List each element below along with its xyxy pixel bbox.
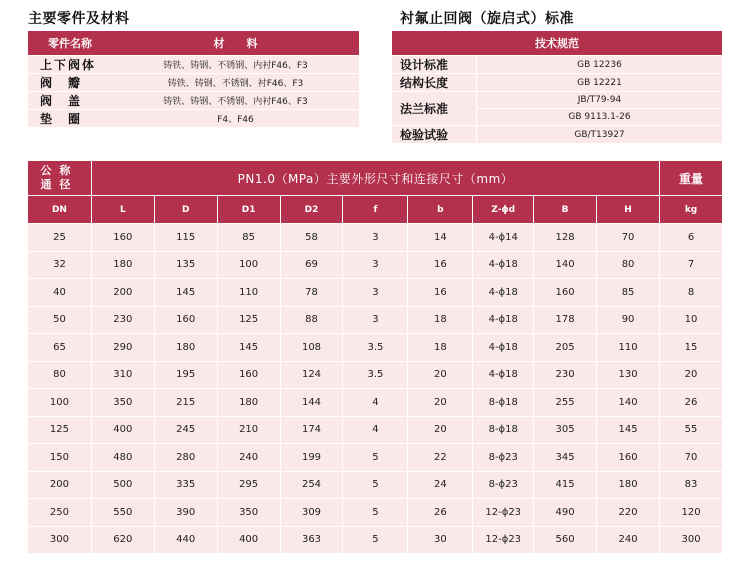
- table-cell: 12-ϕ23: [472, 526, 533, 554]
- table-cell: 145: [217, 333, 280, 361]
- table-cell: 400: [91, 416, 154, 444]
- table-cell: 4: [342, 416, 407, 444]
- table-cell: 4: [342, 388, 407, 416]
- table-cell: 18: [407, 306, 472, 334]
- table-cell: 108: [280, 333, 343, 361]
- table-cell: 310: [91, 361, 154, 389]
- table-cell: 363: [280, 526, 343, 554]
- table-cell: 280: [154, 443, 217, 471]
- column-header: Z-ϕd: [472, 195, 533, 223]
- table-cell: 160: [533, 278, 596, 306]
- standard-value: GB 12236: [477, 55, 722, 73]
- table-cell: 5: [342, 498, 407, 526]
- table-cell: 125: [217, 306, 280, 334]
- table-row: [28, 306, 722, 334]
- table-cell: 254: [280, 471, 343, 499]
- standard-value: GB 9113.1-26: [477, 108, 722, 125]
- table-cell: 20: [659, 361, 722, 389]
- table-cell: 300: [28, 526, 91, 554]
- part-material: F4、F46: [112, 109, 359, 127]
- table-cell: 6: [659, 223, 722, 251]
- table-row: [28, 223, 722, 251]
- table-cell: 240: [596, 526, 659, 554]
- table-row: [28, 361, 722, 389]
- table-cell: 16: [407, 278, 472, 306]
- table-cell: 16: [407, 251, 472, 279]
- table-cell: 200: [28, 471, 91, 499]
- standard-name: 结构长度: [392, 73, 477, 91]
- table-cell: 230: [91, 306, 154, 334]
- dimensions-column-row: [28, 195, 722, 223]
- table-cell: 26: [659, 388, 722, 416]
- table-cell: 4-ϕ18: [472, 361, 533, 389]
- table-cell: 305: [533, 416, 596, 444]
- table-cell: 140: [596, 388, 659, 416]
- table-cell: 8-ϕ18: [472, 388, 533, 416]
- column-header: kg: [659, 195, 722, 223]
- materials-title: 主要零件及材料: [28, 11, 130, 27]
- table-cell: 8-ϕ23: [472, 443, 533, 471]
- table-row: [28, 388, 722, 416]
- table-cell: 85: [217, 223, 280, 251]
- part-name: 阀 瓣: [28, 73, 112, 91]
- table-cell: 90: [596, 306, 659, 334]
- table-cell: 180: [154, 333, 217, 361]
- table-cell: 350: [91, 388, 154, 416]
- table-cell: 390: [154, 498, 217, 526]
- table-cell: 4-ϕ18: [472, 251, 533, 279]
- table-cell: 4-ϕ14: [472, 223, 533, 251]
- table-cell: 135: [154, 251, 217, 279]
- standard-value: JB/T79-94: [477, 91, 722, 108]
- table-cell: 3: [342, 306, 407, 334]
- standards-title: 衬氟止回阀（旋启式）标准: [400, 11, 574, 27]
- table-cell: 160: [596, 443, 659, 471]
- table-cell: 5: [342, 471, 407, 499]
- table-row: [28, 251, 722, 279]
- table-cell: 69: [280, 251, 343, 279]
- column-header: f: [342, 195, 407, 223]
- table-cell: 4-ϕ18: [472, 306, 533, 334]
- part-material: 铸铁、铸钢、不锈钢、内衬F46、F3: [112, 91, 359, 109]
- table-cell: 5: [342, 526, 407, 554]
- table-cell: 78: [280, 278, 343, 306]
- table-cell: 290: [91, 333, 154, 361]
- table-row: [28, 526, 722, 554]
- table-cell: 70: [659, 443, 722, 471]
- table-row: [28, 333, 722, 361]
- table-cell: 100: [217, 251, 280, 279]
- table-cell: 245: [154, 416, 217, 444]
- table-cell: 10: [659, 306, 722, 334]
- table-cell: 5: [342, 443, 407, 471]
- column-header: B: [533, 195, 596, 223]
- table-cell: 490: [533, 498, 596, 526]
- table-row: [28, 416, 722, 444]
- column-header: D: [154, 195, 217, 223]
- table-cell: 20: [407, 388, 472, 416]
- part-name: 上下阀体: [28, 55, 112, 73]
- materials-row: [28, 91, 359, 109]
- table-cell: 125: [28, 416, 91, 444]
- table-cell: 500: [91, 471, 154, 499]
- table-cell: 124: [280, 361, 343, 389]
- table-cell: 400: [217, 526, 280, 554]
- materials-row: [28, 55, 359, 73]
- table-cell: 8-ϕ18: [472, 416, 533, 444]
- table-row: [28, 471, 722, 499]
- table-cell: 140: [533, 251, 596, 279]
- table-cell: 309: [280, 498, 343, 526]
- table-cell: 220: [596, 498, 659, 526]
- standard-name: 法兰标准: [392, 91, 477, 125]
- table-cell: 70: [596, 223, 659, 251]
- table-cell: 20: [407, 416, 472, 444]
- table-cell: 550: [91, 498, 154, 526]
- dimensions-table: [28, 161, 722, 553]
- materials-header-part: 零件名称: [28, 31, 112, 55]
- table-cell: 3.5: [342, 333, 407, 361]
- part-material: 铸铁、铸钢、不锈钢、内衬F46、F3: [112, 55, 359, 73]
- table-cell: 174: [280, 416, 343, 444]
- table-cell: 25: [28, 223, 91, 251]
- nominal-diameter-header: [28, 161, 91, 195]
- table-cell: 128: [533, 223, 596, 251]
- table-cell: 200: [91, 278, 154, 306]
- table-cell: 30: [407, 526, 472, 554]
- table-cell: 4-ϕ18: [472, 333, 533, 361]
- part-material: 铸铁、铸钢、不锈钢、衬F46、F3: [112, 73, 359, 91]
- table-cell: 100: [28, 388, 91, 416]
- weight-header: 重量: [659, 161, 722, 195]
- table-cell: 110: [217, 278, 280, 306]
- table-cell: 65: [28, 333, 91, 361]
- table-cell: 180: [217, 388, 280, 416]
- table-cell: 18: [407, 333, 472, 361]
- table-cell: 7: [659, 251, 722, 279]
- table-cell: 350: [217, 498, 280, 526]
- table-cell: 58: [280, 223, 343, 251]
- table-cell: 15: [659, 333, 722, 361]
- table-cell: 620: [91, 526, 154, 554]
- materials-header-material: 材 料: [112, 31, 359, 55]
- table-cell: 480: [91, 443, 154, 471]
- table-cell: 3.5: [342, 361, 407, 389]
- column-header: b: [407, 195, 472, 223]
- table-cell: 120: [659, 498, 722, 526]
- table-cell: 160: [154, 306, 217, 334]
- table-cell: 345: [533, 443, 596, 471]
- standards-header: 技术规范: [392, 31, 722, 55]
- standards-row: [392, 91, 722, 108]
- table-cell: 20: [407, 361, 472, 389]
- dimensions-group-header: PN1.0（MPa）主要外形尺寸和连接尺寸（mm）: [91, 161, 659, 195]
- table-cell: 160: [91, 223, 154, 251]
- table-row: [28, 498, 722, 526]
- standard-name: 设计标准: [392, 55, 477, 73]
- table-cell: 210: [217, 416, 280, 444]
- nominal-diameter-header-line2: 通径: [40, 178, 79, 191]
- table-cell: 3: [342, 278, 407, 306]
- table-cell: 115: [154, 223, 217, 251]
- standards-header-row: [392, 31, 722, 55]
- column-header: D1: [217, 195, 280, 223]
- table-cell: 180: [596, 471, 659, 499]
- table-cell: 8: [659, 278, 722, 306]
- table-cell: 335: [154, 471, 217, 499]
- table-cell: 88: [280, 306, 343, 334]
- column-header: H: [596, 195, 659, 223]
- table-cell: 130: [596, 361, 659, 389]
- table-cell: 3: [342, 251, 407, 279]
- standard-value: GB 12221: [477, 73, 722, 91]
- standards-row: [392, 73, 722, 91]
- table-cell: 24: [407, 471, 472, 499]
- table-cell: 195: [154, 361, 217, 389]
- table-cell: 144: [280, 388, 343, 416]
- table-cell: 12-ϕ23: [472, 498, 533, 526]
- table-cell: 240: [217, 443, 280, 471]
- table-row: [28, 443, 722, 471]
- materials-row: [28, 109, 359, 127]
- table-cell: 55: [659, 416, 722, 444]
- column-header: L: [91, 195, 154, 223]
- table-cell: 250: [28, 498, 91, 526]
- table-cell: 26: [407, 498, 472, 526]
- standard-name: 检验试验: [392, 125, 477, 143]
- table-cell: 80: [28, 361, 91, 389]
- standard-value: GB/T13927: [477, 125, 722, 143]
- table-cell: 440: [154, 526, 217, 554]
- table-cell: 255: [533, 388, 596, 416]
- table-cell: 80: [596, 251, 659, 279]
- table-cell: 85: [596, 278, 659, 306]
- nominal-diameter-header-line1: 公称: [40, 164, 79, 177]
- table-cell: 415: [533, 471, 596, 499]
- table-cell: 300: [659, 526, 722, 554]
- table-cell: 150: [28, 443, 91, 471]
- standards-row: [392, 125, 722, 143]
- table-cell: 145: [596, 416, 659, 444]
- table-cell: 180: [91, 251, 154, 279]
- table-cell: 8-ϕ23: [472, 471, 533, 499]
- table-cell: 230: [533, 361, 596, 389]
- table-cell: 199: [280, 443, 343, 471]
- table-cell: 145: [154, 278, 217, 306]
- table-cell: 205: [533, 333, 596, 361]
- column-header: D2: [280, 195, 343, 223]
- part-name: 垫 圈: [28, 109, 112, 127]
- materials-header-row: [28, 31, 359, 55]
- part-name: 阀 盖: [28, 91, 112, 109]
- table-row: [28, 278, 722, 306]
- table-cell: 4-ϕ18: [472, 278, 533, 306]
- table-cell: 560: [533, 526, 596, 554]
- standards-table: [392, 31, 722, 143]
- materials-row: [28, 73, 359, 91]
- table-cell: 32: [28, 251, 91, 279]
- table-cell: 50: [28, 306, 91, 334]
- table-cell: 3: [342, 223, 407, 251]
- table-cell: 110: [596, 333, 659, 361]
- column-header: DN: [28, 195, 91, 223]
- table-cell: 22: [407, 443, 472, 471]
- table-cell: 160: [217, 361, 280, 389]
- table-cell: 215: [154, 388, 217, 416]
- table-cell: 83: [659, 471, 722, 499]
- dimensions-header-row: [28, 161, 722, 195]
- materials-table: [28, 31, 359, 127]
- table-cell: 40: [28, 278, 91, 306]
- table-cell: 178: [533, 306, 596, 334]
- table-cell: 14: [407, 223, 472, 251]
- standards-row: [392, 55, 722, 73]
- table-cell: 295: [217, 471, 280, 499]
